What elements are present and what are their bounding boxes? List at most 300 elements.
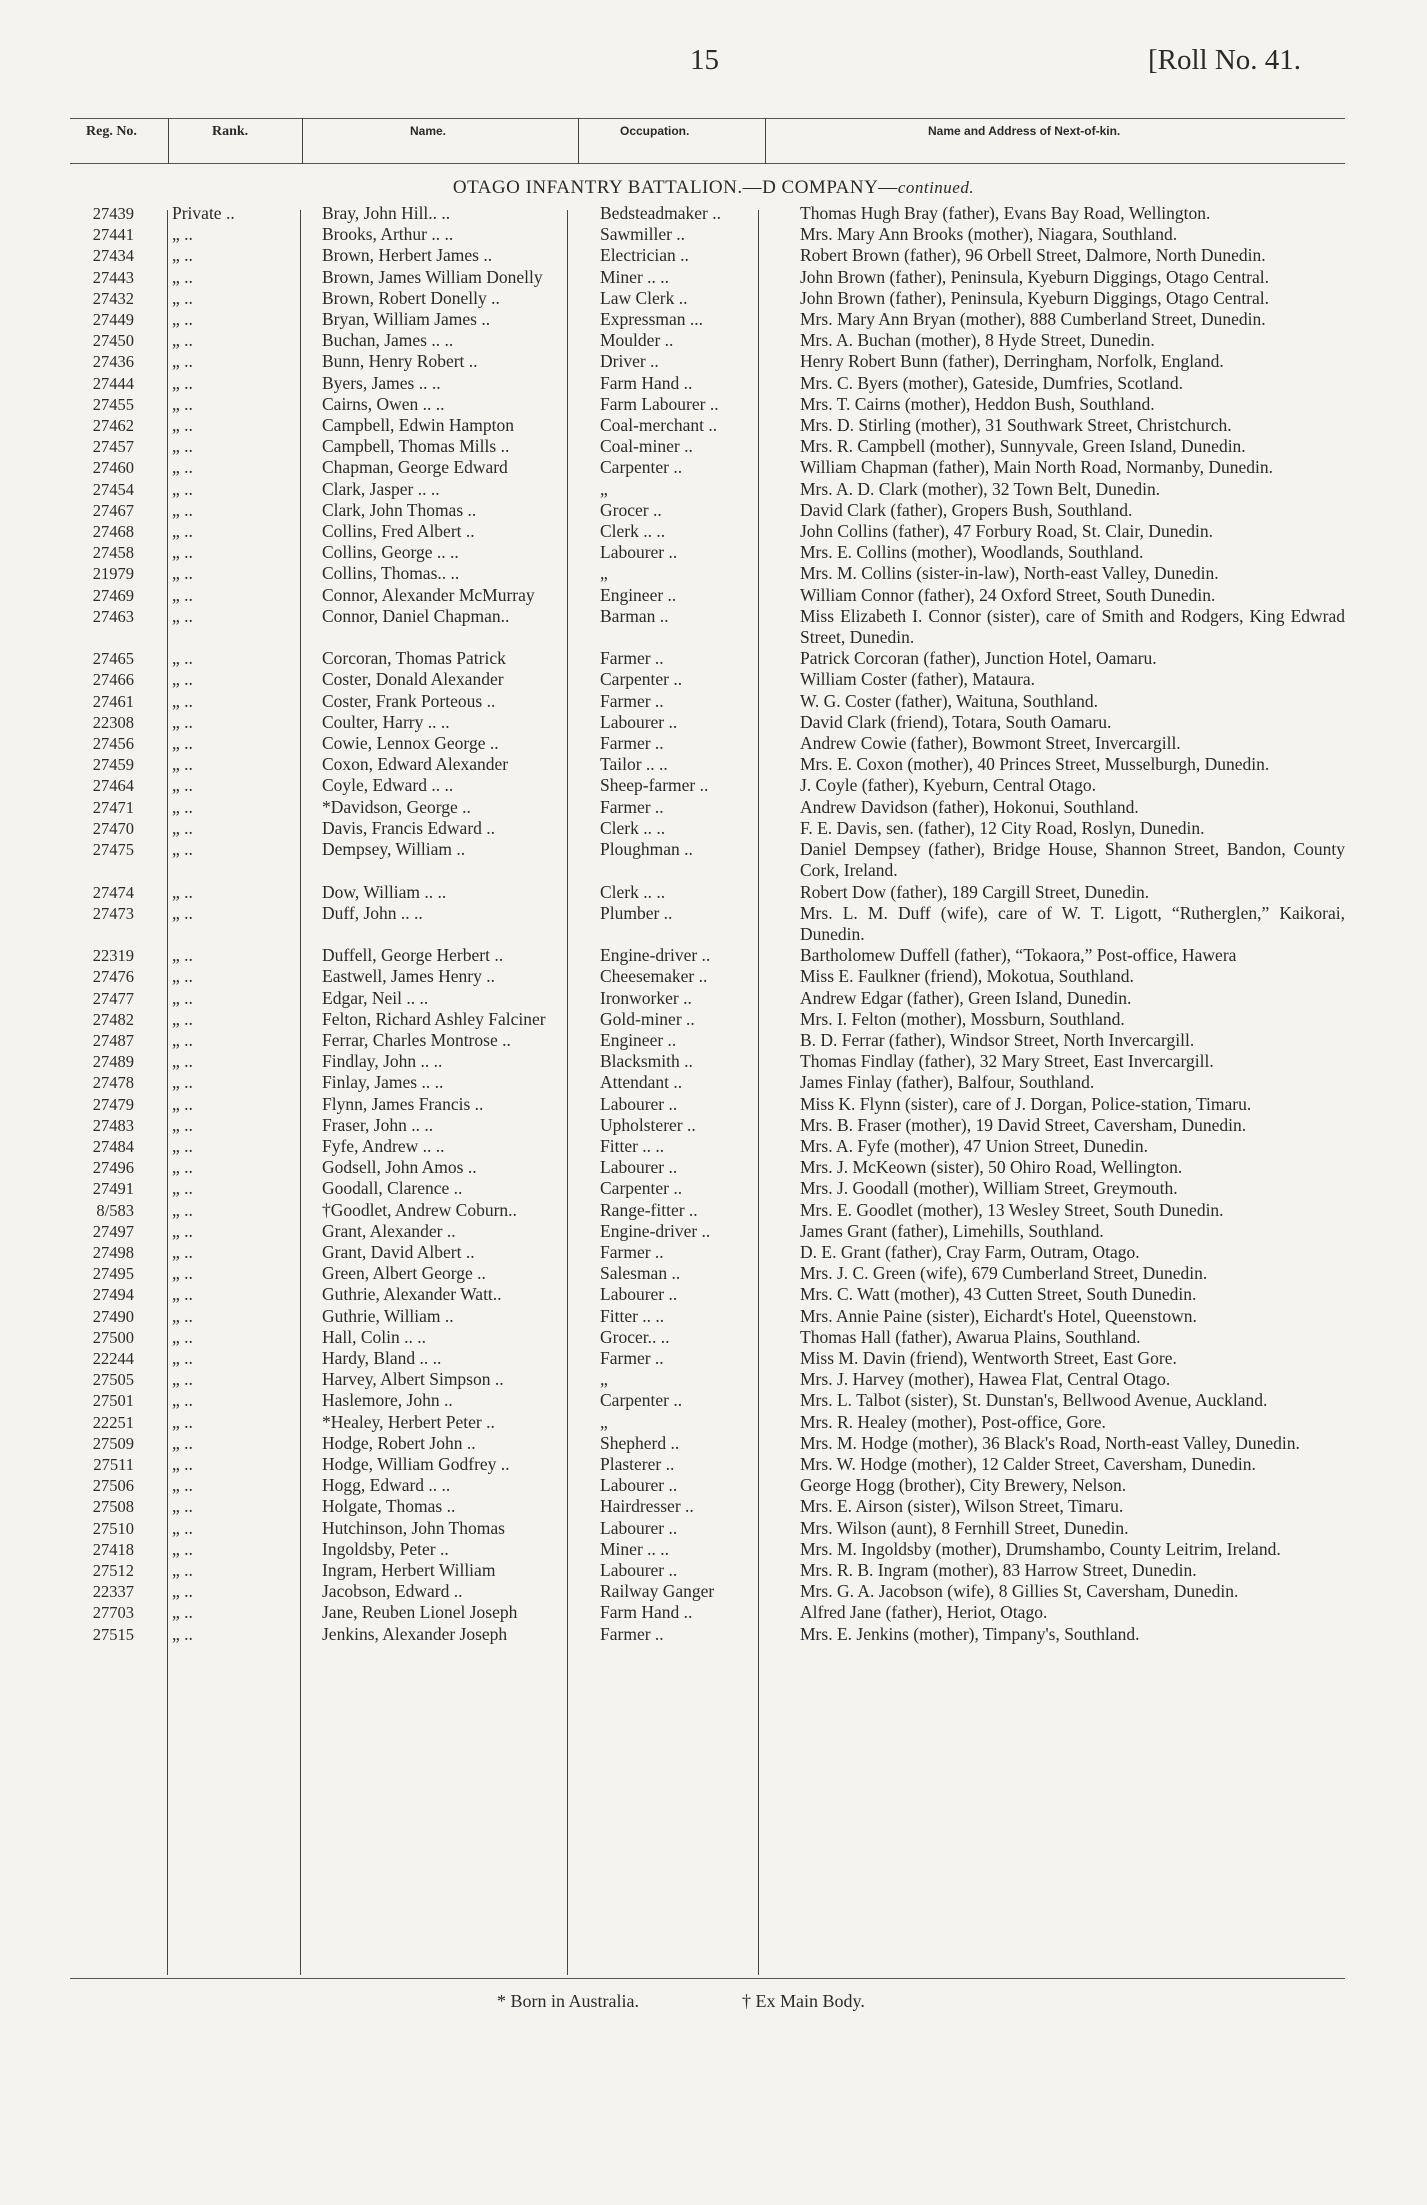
occupation-cell: Labourer .. xyxy=(600,1560,678,1580)
column-header-rank: Rank. xyxy=(212,124,249,139)
column-header-name: Name. xyxy=(410,124,447,138)
rank-cell: „ .. xyxy=(172,1284,193,1305)
occupation-cell: „ xyxy=(600,1369,608,1390)
reg-no-cell: 27418 xyxy=(92,1539,134,1559)
reg-no-cell: 27703 xyxy=(92,1603,134,1623)
reg-no-cell: 27482 xyxy=(92,1009,134,1029)
next-of-kin-cell: Henry Robert Bunn (father), Derringham, Norfolk, England. xyxy=(800,351,1224,372)
occupation-cell: Engine-driver .. xyxy=(600,945,711,966)
next-of-kin-cell: William Coster (father), Mataura. xyxy=(800,669,1035,690)
occupation-cell: Ploughman .. xyxy=(600,839,693,860)
roll-number: [Roll No. 41. xyxy=(1148,44,1302,76)
next-of-kin-cell: Mrs. Annie Paine (sister), Eichardt's Hotel, Queenstown. xyxy=(800,1305,1197,1326)
next-of-kin-cell: Mrs. E. Jenkins (mother), Timpany's, Southland. xyxy=(800,1623,1140,1644)
occupation-cell: „ xyxy=(600,1411,608,1432)
next-of-kin-cell: Miss E. Faulkner (friend), Mokotua, Southland. xyxy=(800,966,1134,987)
occupation-cell: Farmer .. xyxy=(600,1623,664,1644)
table-row xyxy=(70,1624,1345,1645)
rank-cell: „ .. xyxy=(172,817,193,838)
next-of-kin-cell: Mrs. R. Healey (mother), Post-office, Gore. xyxy=(800,1411,1106,1432)
reg-no-cell: 27441 xyxy=(92,225,134,245)
table-row xyxy=(70,903,1345,945)
name-cell: Ferrar, Charles Montrose .. xyxy=(322,1029,511,1050)
name-cell: Hutchinson, John Thomas xyxy=(322,1517,505,1538)
reg-no-cell: 27495 xyxy=(92,1264,134,1284)
rank-cell: „ .. xyxy=(172,1347,193,1368)
occupation-cell: Expressman ... xyxy=(600,309,704,330)
name-cell: Findlay, John .. .. xyxy=(322,1051,443,1072)
name-cell: Collins, Fred Albert .. xyxy=(322,521,475,542)
reg-no-cell: 27500 xyxy=(92,1327,134,1347)
next-of-kin-cell: Mrs. E. Goodlet (mother), 13 Wesley Street, South Dunedin. xyxy=(800,1199,1224,1220)
occupation-cell: Labourer .. xyxy=(600,1475,678,1496)
occupation-cell: Plasterer .. xyxy=(600,1453,675,1474)
name-cell: Hodge, William Godfrey .. xyxy=(322,1453,510,1474)
name-cell: Finlay, James .. .. xyxy=(322,1072,444,1093)
rank-cell: „ .. xyxy=(172,669,193,690)
table-row xyxy=(70,754,1345,775)
rank-cell: „ .. xyxy=(172,436,193,457)
next-of-kin-cell: William Connor (father), 24 Oxford Street, South Dunedin. xyxy=(800,584,1216,605)
occupation-cell: Farmer .. xyxy=(600,1241,664,1262)
reg-no-cell: 27491 xyxy=(92,1179,134,1199)
next-of-kin-cell: Mrs. B. Fraser (mother), 19 David Street, Caversham, Dunedin. xyxy=(800,1114,1247,1135)
reg-no-cell: 22308 xyxy=(92,712,134,732)
table-row xyxy=(70,1242,1345,1263)
column-divider-1 xyxy=(168,118,169,164)
reg-no-cell: 27444 xyxy=(92,373,134,393)
occupation-cell: Upholsterer .. xyxy=(600,1114,696,1135)
reg-no-cell: 27508 xyxy=(92,1497,134,1517)
next-of-kin-cell: Mrs. C. Byers (mother), Gateside, Dumfries, Scotland. xyxy=(800,372,1183,393)
reg-no-cell: 21979 xyxy=(92,564,134,584)
rank-cell: „ .. xyxy=(172,754,193,775)
name-cell: Grant, Alexander .. xyxy=(322,1220,456,1241)
next-of-kin-cell: Andrew Cowie (father), Bowmont Street, Invercargill. xyxy=(800,733,1181,754)
occupation-cell: Engine-driver .. xyxy=(600,1220,711,1241)
reg-no-cell: 27509 xyxy=(92,1433,134,1453)
rank-cell: „ .. xyxy=(172,1560,193,1580)
occupation-cell: Carpenter .. xyxy=(600,1390,683,1411)
next-of-kin-cell: Andrew Davidson (father), Hokonui, Southland. xyxy=(800,796,1139,817)
occupation-cell: Range-fitter .. xyxy=(600,1199,698,1220)
reg-no-cell: 27439 xyxy=(92,204,134,223)
name-cell: Coster, Frank Porteous .. xyxy=(322,690,496,711)
next-of-kin-cell: Mrs. J. Harvey (mother), Hawea Flat, Central Otago. xyxy=(800,1369,1171,1390)
name-cell: Davis, Francis Edward .. xyxy=(322,817,496,838)
reg-no-cell: 22337 xyxy=(92,1582,134,1602)
table-row xyxy=(70,224,1345,245)
next-of-kin-cell: Mrs. T. Cairns (mother), Heddon Bush, Southland. xyxy=(800,393,1155,414)
name-cell: Ingram, Herbert William xyxy=(322,1560,496,1580)
reg-no-cell: 27471 xyxy=(92,797,134,817)
next-of-kin-cell: Mrs. M. Hodge (mother), 36 Black's Road, North-east Valley, Dunedin. xyxy=(800,1432,1300,1453)
name-cell: Cowie, Lennox George .. xyxy=(322,733,499,754)
name-cell: Edgar, Neil .. .. xyxy=(322,987,429,1008)
reg-no-cell: 27510 xyxy=(92,1518,134,1538)
reg-no-cell: 27466 xyxy=(92,670,134,690)
rank-cell: „ .. xyxy=(172,1623,193,1644)
table-row xyxy=(70,1200,1345,1221)
occupation-cell: Miner .. .. xyxy=(600,1538,670,1559)
next-of-kin-cell: Robert Dow (father), 189 Cargill Street, Dunedin. xyxy=(800,881,1150,902)
rank-cell: „ .. xyxy=(172,796,193,817)
name-cell: Coyle, Edward .. .. xyxy=(322,775,454,796)
occupation-cell: Carpenter .. xyxy=(600,669,683,690)
name-cell: Grant, David Albert .. xyxy=(322,1241,475,1262)
occupation-cell: Labourer .. xyxy=(600,711,678,732)
reg-no-cell: 27484 xyxy=(92,1136,134,1156)
name-cell: Eastwell, James Henry .. xyxy=(322,966,496,987)
occupation-cell: Farmer .. xyxy=(600,1347,664,1368)
occupation-cell: Grocer.. .. xyxy=(600,1326,670,1347)
rank-cell: „ .. xyxy=(172,287,193,308)
name-cell: Cairns, Owen .. .. xyxy=(322,393,445,414)
rank-cell: „ .. xyxy=(172,987,193,1008)
name-cell: Brown, Herbert James .. xyxy=(322,245,493,266)
next-of-kin-cell: Mrs. E. Coxon (mother), 40 Princes Street, Musselburgh, Dunedin. xyxy=(800,754,1270,775)
reg-no-cell: 8/583 xyxy=(96,1200,134,1220)
table-row xyxy=(70,1581,1345,1602)
name-cell: Dow, William .. .. xyxy=(322,881,447,902)
table-row xyxy=(70,945,1345,966)
rank-cell: „ .. xyxy=(172,1072,193,1093)
occupation-cell: Ironworker .. xyxy=(600,987,692,1008)
name-cell: Duff, John .. .. xyxy=(322,902,423,923)
reg-no-cell: 27465 xyxy=(92,649,134,669)
name-cell: Holgate, Thomas .. xyxy=(322,1496,456,1517)
table-row xyxy=(70,1433,1345,1454)
next-of-kin-cell: Mrs. M. Collins (sister-in-law), North-east Valley, Dunedin. xyxy=(800,563,1219,584)
next-of-kin-cell: Mrs. R. Campbell (mother), Sunnyvale, Green Island, Dunedin. xyxy=(800,436,1246,457)
table-row xyxy=(70,1009,1345,1030)
reg-no-cell: 27479 xyxy=(92,1094,134,1114)
next-of-kin-cell: Daniel Dempsey (father), Bridge House, Shannon Street, Bandon, County Cork, Ireland. xyxy=(800,839,1345,881)
rank-cell: „ .. xyxy=(172,605,193,626)
name-cell: Harvey, Albert Simpson .. xyxy=(322,1369,504,1390)
rank-cell: „ .. xyxy=(172,1008,193,1029)
next-of-kin-cell: Mrs. R. B. Ingram (mother), 83 Harrow Street, Dunedin. xyxy=(800,1560,1197,1580)
reg-no-cell: 27490 xyxy=(92,1306,134,1326)
occupation-cell: Labourer .. xyxy=(600,1093,678,1114)
rank-cell: „ .. xyxy=(172,1517,193,1538)
occupation-cell: Farmer .. xyxy=(600,733,664,754)
rank-cell: „ .. xyxy=(172,1305,193,1326)
reg-no-cell: 27494 xyxy=(92,1285,134,1305)
name-cell: Jenkins, Alexander Joseph xyxy=(322,1623,508,1644)
next-of-kin-cell: Mrs. E. Airson (sister), Wilson Street, Timaru. xyxy=(800,1496,1124,1517)
next-of-kin-cell: Thomas Findlay (father), 32 Mary Street, East Invercargill. xyxy=(800,1051,1214,1072)
reg-no-cell: 27473 xyxy=(92,903,134,923)
name-cell: Coster, Donald Alexander xyxy=(322,669,504,690)
table-row xyxy=(70,1454,1345,1475)
next-of-kin-cell: Bartholomew Duffell (father), “Tokaora,” Post-office, Hawera xyxy=(800,945,1237,966)
table-row xyxy=(70,648,1345,669)
name-cell: Collins, Thomas.. .. xyxy=(322,563,460,584)
rank-cell: „ .. xyxy=(172,1538,193,1559)
header-top-rule xyxy=(70,118,1345,119)
table-row xyxy=(70,1306,1345,1327)
occupation-cell: Farmer .. xyxy=(600,648,664,669)
table-row xyxy=(70,1136,1345,1157)
name-cell: Clark, John Thomas .. xyxy=(322,499,477,520)
rank-cell: „ .. xyxy=(172,330,193,351)
name-cell: Hodge, Robert John .. xyxy=(322,1432,476,1453)
column-header-next-of-kin: Name and Address of Next-of-kin. xyxy=(928,124,1121,138)
table-row xyxy=(70,1221,1345,1242)
rank-cell: „ .. xyxy=(172,733,193,754)
occupation-cell: Clerk .. .. xyxy=(600,881,666,902)
rank-cell: „ .. xyxy=(172,1135,193,1156)
next-of-kin-cell: Mrs. M. Ingoldsby (mother), Drumshambo, County Leitrim, Ireland. xyxy=(800,1538,1281,1559)
table-row xyxy=(70,1327,1345,1348)
table-row xyxy=(70,839,1345,881)
table-row xyxy=(70,436,1345,457)
table-row xyxy=(70,1602,1345,1623)
reg-no-cell: 27475 xyxy=(92,840,134,860)
rank-cell: „ .. xyxy=(172,1581,193,1602)
name-cell: Chapman, George Edward xyxy=(322,457,508,478)
table-row xyxy=(70,245,1345,266)
table-row xyxy=(70,712,1345,733)
table-row xyxy=(70,394,1345,415)
rank-cell: „ .. xyxy=(172,1029,193,1050)
name-cell: Buchan, James .. .. xyxy=(322,330,454,351)
name-cell: Connor, Daniel Chapman.. xyxy=(322,605,510,626)
rank-cell: „ .. xyxy=(172,1496,193,1517)
rank-cell: „ .. xyxy=(172,521,193,542)
reg-no-cell: 27505 xyxy=(92,1370,134,1390)
name-cell: Brown, James William Donelly xyxy=(322,266,543,287)
rank-cell: „ .. xyxy=(172,881,193,902)
section-title xyxy=(0,177,1427,199)
reg-no-cell: 27456 xyxy=(92,734,134,754)
rank-cell: „ .. xyxy=(172,266,193,287)
header-bottom-rule xyxy=(70,163,1345,164)
occupation-cell: Salesman .. xyxy=(600,1263,681,1284)
name-cell: Byers, James .. .. xyxy=(322,372,441,393)
occupation-cell: Blacksmith .. xyxy=(600,1051,693,1072)
table-row xyxy=(70,988,1345,1009)
reg-no-cell: 27477 xyxy=(92,988,134,1008)
table-row xyxy=(70,585,1345,606)
occupation-cell: „ xyxy=(600,478,608,499)
occupation-cell: Sheep-farmer .. xyxy=(600,775,709,796)
occupation-cell: Labourer .. xyxy=(600,542,678,563)
occupation-cell: Grocer .. xyxy=(600,499,662,520)
footnote-ex-main-body: † Ex Main Body. xyxy=(742,1991,865,2011)
name-cell: *Healey, Herbert Peter .. xyxy=(322,1411,495,1432)
rank-cell: „ .. xyxy=(172,1432,193,1453)
occupation-cell: Moulder .. xyxy=(600,330,674,351)
reg-no-cell: 27459 xyxy=(92,755,134,775)
table-row xyxy=(70,691,1345,712)
rank-cell: „ .. xyxy=(172,1114,193,1135)
name-cell: Bunn, Henry Robert .. xyxy=(322,351,478,372)
next-of-kin-cell: W. G. Coster (father), Waituna, Southland. xyxy=(800,690,1098,711)
name-cell: Jacobson, Edward .. xyxy=(322,1581,463,1602)
rank-cell: „ .. xyxy=(172,1390,193,1411)
reg-no-cell: 27501 xyxy=(92,1391,134,1411)
reg-no-cell: 27454 xyxy=(92,479,134,499)
name-cell: Guthrie, William .. xyxy=(322,1305,454,1326)
next-of-kin-cell: John Collins (father), 47 Forbury Road, St. Clair, Dunedin. xyxy=(800,521,1213,542)
table-row xyxy=(70,1348,1345,1369)
rank-cell: „ .. xyxy=(172,690,193,711)
rank-cell: „ .. xyxy=(172,415,193,436)
table-row xyxy=(70,882,1345,903)
occupation-cell: Attendant .. xyxy=(600,1072,683,1093)
name-cell: Hall, Colin .. .. xyxy=(322,1326,427,1347)
occupation-cell: Gold-miner .. xyxy=(600,1008,695,1029)
table-row xyxy=(70,1030,1345,1051)
occupation-cell: Labourer .. xyxy=(600,1284,678,1305)
rank-cell: „ .. xyxy=(172,1602,193,1623)
table-row xyxy=(70,1475,1345,1496)
reg-no-cell: 27483 xyxy=(92,1115,134,1135)
next-of-kin-cell: Mrs. A. Fyfe (mother), 47 Union Street, Dunedin. xyxy=(800,1135,1149,1156)
name-cell: Duffell, George Herbert .. xyxy=(322,945,504,966)
name-cell: Green, Albert George .. xyxy=(322,1263,486,1284)
reg-no-cell: 27449 xyxy=(92,310,134,330)
reg-no-cell: 27464 xyxy=(92,776,134,796)
rank-cell: „ .. xyxy=(172,1475,193,1496)
next-of-kin-cell: Mrs. I. Felton (mother), Mossburn, Southland. xyxy=(800,1008,1125,1029)
next-of-kin-cell: James Grant (father), Limehills, Southland. xyxy=(800,1220,1104,1241)
table-row xyxy=(70,1412,1345,1433)
rank-cell: „ .. xyxy=(172,393,193,414)
name-cell: Guthrie, Alexander Watt.. xyxy=(322,1284,502,1305)
next-of-kin-cell: Mrs. A. Buchan (mother), 8 Hyde Street, Dunedin. xyxy=(800,330,1155,351)
next-of-kin-cell: Mrs. Mary Ann Brooks (mother), Niagara, Southland. xyxy=(800,224,1178,245)
next-of-kin-cell: Miss M. Davin (friend), Wentworth Street, East Gore. xyxy=(800,1347,1177,1368)
table-row xyxy=(70,1072,1345,1093)
reg-no-cell: 27432 xyxy=(92,288,134,308)
name-cell: Bray, John Hill.. .. xyxy=(322,203,451,223)
occupation-cell: Farmer .. xyxy=(600,796,664,817)
reg-no-cell: 27458 xyxy=(92,543,134,563)
column-divider-3 xyxy=(578,118,579,164)
occupation-cell: Labourer .. xyxy=(600,1517,678,1538)
next-of-kin-cell: Mrs. J. McKeown (sister), 50 Ohiro Road, Wellington. xyxy=(800,1157,1183,1178)
table-row xyxy=(70,606,1345,648)
reg-no-cell: 27461 xyxy=(92,691,134,711)
occupation-cell: Coal-merchant .. xyxy=(600,415,718,436)
name-cell: Godsell, John Amos .. xyxy=(322,1157,477,1178)
next-of-kin-cell: Alfred Jane (father), Heriot, Otago. xyxy=(800,1602,1048,1623)
reg-no-cell: 27489 xyxy=(92,1052,134,1072)
name-cell: Brown, Robert Donelly .. xyxy=(322,287,500,308)
occupation-cell: Sawmiller .. xyxy=(600,224,686,245)
occupation-cell: Carpenter .. xyxy=(600,1178,683,1199)
table-row xyxy=(70,966,1345,987)
table-row xyxy=(70,1369,1345,1390)
rank-cell: „ .. xyxy=(172,1453,193,1474)
next-of-kin-cell: Miss Elizabeth I. Connor (sister), care of Smith and Rodgers, King Edwrad Street, Dunedin. xyxy=(800,605,1345,648)
table-row xyxy=(70,542,1345,563)
next-of-kin-cell: Mrs. E. Collins (mother), Woodlands, Southland. xyxy=(800,542,1144,563)
reg-no-cell: 22251 xyxy=(92,1412,134,1432)
reg-no-cell: 27515 xyxy=(92,1624,134,1644)
reg-no-cell: 27462 xyxy=(92,416,134,436)
name-cell: Coxon, Edward Alexander xyxy=(322,754,509,775)
occupation-cell: Carpenter .. xyxy=(600,457,683,478)
next-of-kin-cell: F. E. Davis, sen. (father), 12 City Road, Roslyn, Dunedin. xyxy=(800,817,1205,838)
name-cell: *Davidson, George .. xyxy=(322,796,471,817)
rank-cell: „ .. xyxy=(172,457,193,478)
rank-cell: „ .. xyxy=(172,1051,193,1072)
table-row xyxy=(70,563,1345,584)
next-of-kin-cell: Miss K. Flynn (sister), care of J. Dorgan, Police-station, Timaru. xyxy=(800,1093,1252,1114)
name-cell: †Goodlet, Andrew Coburn.. xyxy=(322,1199,517,1220)
next-of-kin-cell: Mrs. Mary Ann Bryan (mother), 888 Cumberland Street, Dunedin. xyxy=(800,309,1266,330)
next-of-kin-cell: Mrs. Wilson (aunt), 8 Fernhill Street, Dunedin. xyxy=(800,1517,1129,1538)
reg-no-cell: 27434 xyxy=(92,246,134,266)
next-of-kin-cell: Patrick Corcoran (father), Junction Hotel, Oamaru. xyxy=(800,648,1157,669)
reg-no-cell: 27450 xyxy=(92,331,134,351)
occupation-cell: Clerk .. .. xyxy=(600,817,666,838)
occupation-cell: Fitter .. .. xyxy=(600,1135,665,1156)
occupation-cell: Farm Hand .. xyxy=(600,1602,693,1623)
table-row xyxy=(70,373,1345,394)
reg-no-cell: 27512 xyxy=(92,1561,134,1580)
next-of-kin-cell: James Finlay (father), Balfour, Southland. xyxy=(800,1072,1095,1093)
occupation-cell: Tailor .. .. xyxy=(600,754,668,775)
rank-cell: „ .. xyxy=(172,648,193,669)
rank-cell: „ .. xyxy=(172,945,193,966)
roster-table xyxy=(70,203,1345,1645)
table-row xyxy=(70,669,1345,690)
next-of-kin-cell: John Brown (father), Peninsula, Kyeburn Diggings, Otago Central. xyxy=(800,287,1270,308)
occupation-cell: Cheesemaker .. xyxy=(600,966,708,987)
next-of-kin-cell: Mrs. L. Talbot (sister), St. Dunstan's, Bellwood Avenue, Auckland. xyxy=(800,1390,1268,1411)
table-row xyxy=(70,1284,1345,1305)
table-row xyxy=(70,330,1345,351)
reg-no-cell: 27497 xyxy=(92,1221,134,1241)
rank-cell: „ .. xyxy=(172,563,193,584)
next-of-kin-cell: B. D. Ferrar (father), Windsor Street, North Invercargill. xyxy=(800,1029,1195,1050)
rank-cell: „ .. xyxy=(172,499,193,520)
reg-no-cell: 27469 xyxy=(92,585,134,605)
rank-cell: „ .. xyxy=(172,1263,193,1284)
rank-cell: „ .. xyxy=(172,1326,193,1347)
reg-no-cell: 27457 xyxy=(92,437,134,457)
name-cell: Clark, Jasper .. .. xyxy=(322,478,440,499)
table-row xyxy=(70,415,1345,436)
next-of-kin-cell: Robert Brown (father), 96 Orbell Street, Dalmore, North Dunedin. xyxy=(800,245,1266,266)
footnote-born-australia: * Born in Australia. xyxy=(497,1991,639,2011)
table-row xyxy=(70,309,1345,330)
next-of-kin-cell: Thomas Hugh Bray (father), Evans Bay Road, Wellington. xyxy=(800,203,1211,223)
reg-no-cell: 27478 xyxy=(92,1073,134,1093)
reg-no-cell: 27476 xyxy=(92,967,134,987)
table-row xyxy=(70,1518,1345,1539)
rank-cell: „ .. xyxy=(172,245,193,266)
table-row xyxy=(70,521,1345,542)
table-row xyxy=(70,1560,1345,1581)
table-row xyxy=(70,479,1345,500)
reg-no-cell: 27506 xyxy=(92,1476,134,1496)
name-cell: Connor, Alexander McMurray xyxy=(322,584,535,605)
name-cell: Goodall, Clarence .. xyxy=(322,1178,463,1199)
table-row xyxy=(70,1539,1345,1560)
next-of-kin-cell: Andrew Edgar (father), Green Island, Dunedin. xyxy=(800,987,1132,1008)
table-row xyxy=(70,1390,1345,1411)
rank-cell: „ .. xyxy=(172,1093,193,1114)
next-of-kin-cell: Mrs. J. C. Green (wife), 679 Cumberland Street, Dunedin. xyxy=(800,1263,1208,1284)
reg-no-cell: 27474 xyxy=(92,882,134,902)
occupation-cell: Farm Hand .. xyxy=(600,372,693,393)
